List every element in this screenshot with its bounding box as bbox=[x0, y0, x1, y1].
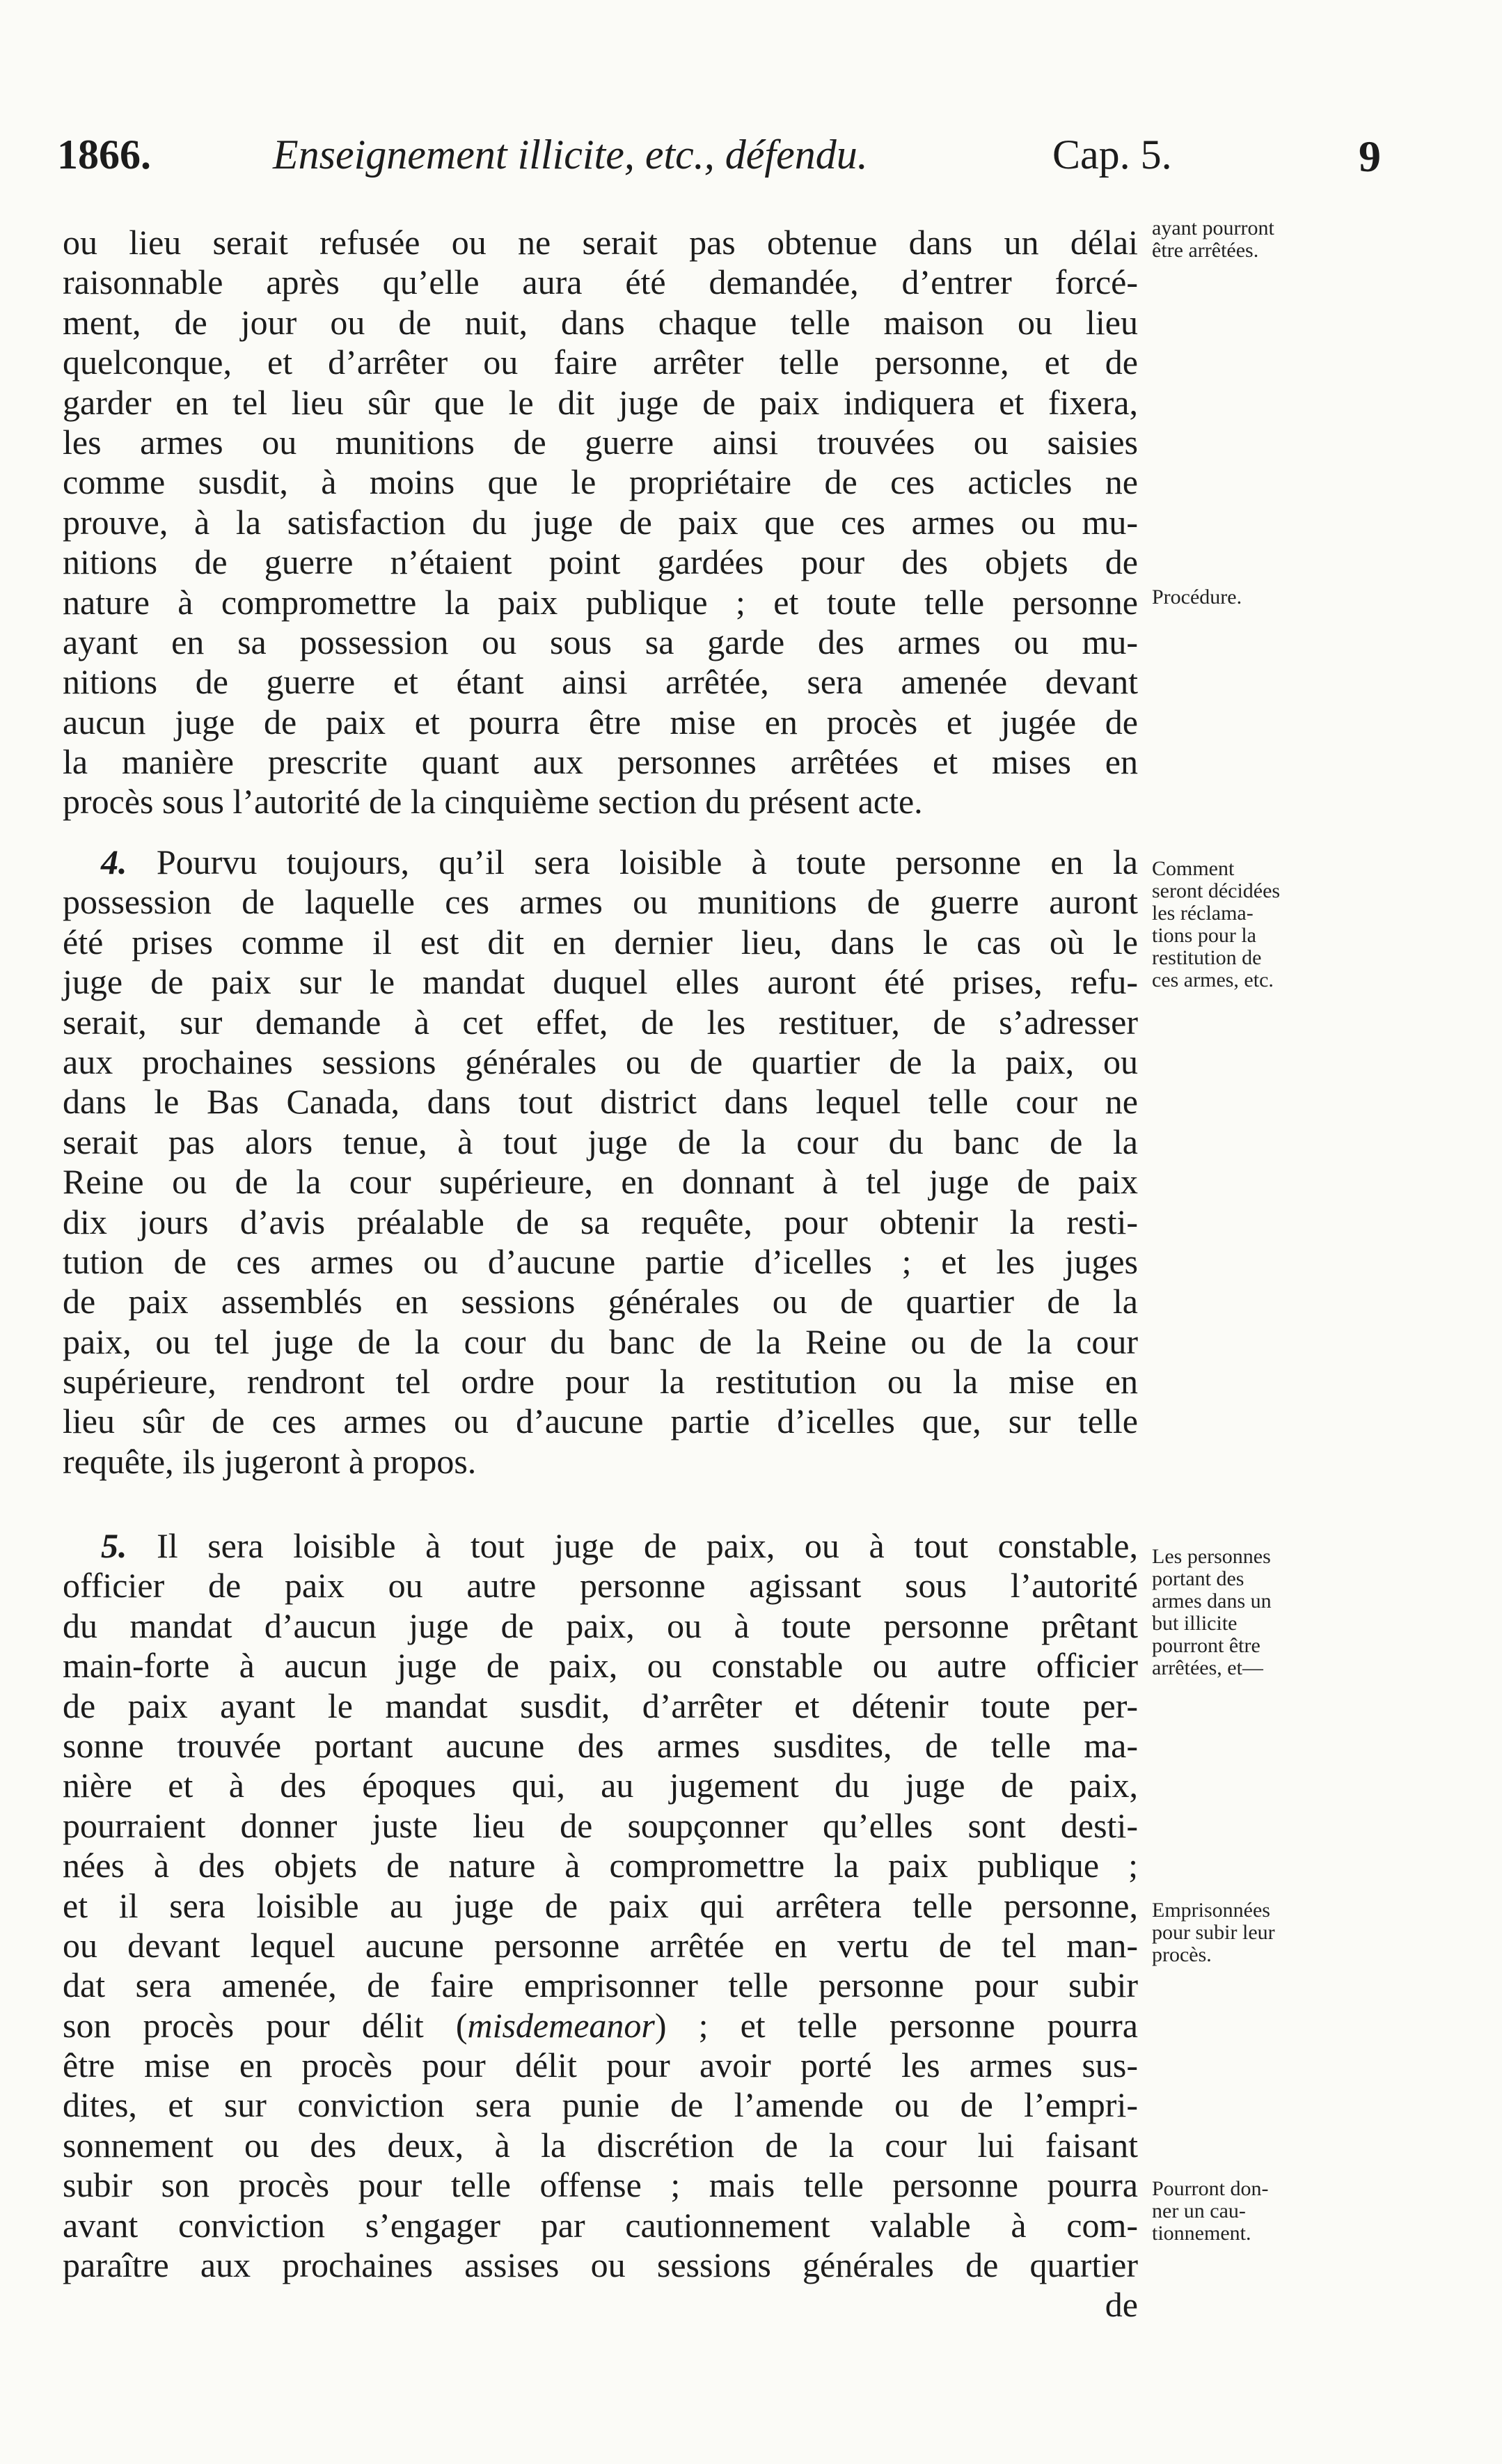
paragraph-continuation bbox=[63, 223, 1138, 822]
margin-note-line: ayant pourront bbox=[1152, 217, 1274, 240]
margin-note-line: ces armes, etc. bbox=[1152, 968, 1274, 991]
text-line: dix jours d’avis préalable de sa requête, pour obtenir la resti- bbox=[63, 1202, 1138, 1241]
text-line: comme susdit, à moins que le propriétaire de ces acticles ne bbox=[63, 462, 1138, 502]
text-line: paix, ou tel juge de la cour du banc de la Reine ou de la cour bbox=[63, 1321, 1138, 1361]
text-run: ) ; et telle personne pourra bbox=[654, 2005, 1138, 2045]
margin-note-line: ner un cau- bbox=[1152, 2199, 1246, 2222]
text-line bbox=[63, 842, 1138, 882]
text-line: raisonnable après qu’elle aura été demandée, d’entrer forcé- bbox=[63, 262, 1138, 302]
text-line: avant conviction s’engager par cautionnement valable à com- bbox=[63, 2205, 1138, 2245]
text-run: son procès pour délit ( bbox=[63, 2005, 468, 2045]
italic-term: misdemeanor bbox=[467, 2005, 655, 2045]
text-line: aucun juge de paix et pourra être mise en procès et jugée de bbox=[63, 702, 1138, 741]
text-line: été prises comme il est dit en dernier lieu, dans le cas où le bbox=[63, 922, 1138, 962]
text-line: garder en tel lieu sûr que le dit juge de paix indiquera et fixera, bbox=[63, 382, 1138, 422]
header-title: Enseignement illicite, etc., défendu. bbox=[273, 132, 868, 178]
text-line: dat sera amenée, de faire emprisonner telle personne pour subir bbox=[63, 1965, 1138, 2005]
section-5 bbox=[63, 1526, 1138, 2325]
text-line: sonnement ou des deux, à la discrétion de la cour lui faisant bbox=[63, 2125, 1138, 2165]
margin-note-line: seront décidées bbox=[1152, 879, 1281, 902]
margin-note-line: pour subir leur bbox=[1152, 1921, 1275, 1944]
text-line: prouve, à la satisfaction du juge de paix que ces armes ou mu- bbox=[63, 502, 1138, 542]
section-4 bbox=[63, 842, 1138, 1482]
header-year: 1866. bbox=[57, 132, 151, 178]
text-line: les armes ou munitions de guerre ainsi trouvées ou saisies bbox=[63, 422, 1138, 462]
text-line: procès sous l’autorité de la cinquième section du présent acte. bbox=[63, 782, 923, 822]
text-line: tution de ces armes ou d’aucune partie d’icelles ; et les juges bbox=[63, 1241, 1138, 1281]
text-run: Pourvu toujours, qu’il sera loisible à toute personne en la bbox=[127, 842, 1138, 881]
text-line: ayant en sa possession ou sous sa garde des armes ou mu- bbox=[63, 622, 1138, 661]
margin-note-line: but illicite bbox=[1152, 1612, 1238, 1635]
text-line: être mise en procès pour délit pour avoir porté les armes sus- bbox=[63, 2046, 1138, 2085]
text-line: de paix assemblés en sessions générales ou de quartier de la bbox=[63, 1282, 1138, 1321]
text-line: nitions de guerre n’étaient point gardées pour des objets de bbox=[63, 542, 1138, 582]
text-line: main-forte à aucun juge de paix, ou constable ou autre officier bbox=[63, 1646, 1138, 1686]
margin-note-line: procès. bbox=[1152, 1943, 1212, 1966]
catchword: de bbox=[1105, 2285, 1138, 2325]
text-line: aux prochaines sessions générales ou de quartier de la paix, ou bbox=[63, 1042, 1138, 1081]
text-line: supérieure, rendront tel ordre pour la restitution ou la mise en bbox=[63, 1362, 1138, 1402]
text-line: de paix ayant le mandat susdit, d’arrêter et détenir toute per- bbox=[63, 1686, 1138, 1725]
text-line bbox=[63, 2006, 1138, 2046]
text-line: nature à compromettre la paix publique ; et toute telle personne bbox=[63, 582, 1138, 622]
margin-note-line: Emprisonnées bbox=[1152, 1899, 1270, 1922]
text-line: la manière prescrite quant aux personnes arrêtées et mises en bbox=[63, 742, 1138, 782]
text-line: sonne trouvée portant aucune des armes susdites, de telle ma- bbox=[63, 1725, 1138, 1765]
text-line: ment, de jour ou de nuit, dans chaque telle maison ou lieu bbox=[63, 302, 1138, 342]
text-line: juge de paix sur le mandat duquel elles auront été prises, refu- bbox=[63, 962, 1138, 1002]
text-line: nées à des objets de nature à compromettre la paix publique ; bbox=[63, 1846, 1138, 1885]
text-line: nière et à des époques qui, au jugement du juge de paix, bbox=[63, 1766, 1138, 1805]
margin-note bbox=[1152, 858, 1361, 991]
running-header bbox=[57, 131, 1381, 187]
text-line bbox=[63, 1526, 1138, 1566]
section-number: 5. bbox=[101, 1526, 127, 1565]
text-line: requête, ils jugeront à propos. bbox=[63, 1441, 477, 1481]
margin-note-line: pourront être bbox=[1152, 1634, 1260, 1657]
text-line: possession de laquelle ces armes ou munitions de guerre auront bbox=[63, 882, 1138, 922]
text-run: Il sera loisible à tout juge de paix, ou à tout constable, bbox=[127, 1526, 1138, 1565]
margin-note bbox=[1152, 217, 1361, 262]
text-line: quelconque, et d’arrêter ou faire arrêter telle personne, et de bbox=[63, 343, 1138, 382]
text-line: lieu sûr de ces armes ou d’aucune partie d’icelles que, sur telle bbox=[63, 1402, 1138, 1441]
text-line: ou lieu serait refusée ou ne serait pas obtenue dans un délai bbox=[63, 223, 1138, 262]
margin-note bbox=[1152, 586, 1361, 609]
margin-note-line: Comment bbox=[1152, 857, 1235, 880]
page-number: 9 bbox=[1359, 132, 1381, 181]
margin-note-line: armes dans un bbox=[1152, 1590, 1272, 1612]
margin-note-line: tions pour la bbox=[1152, 924, 1256, 947]
text-line: nitions de guerre et étant ainsi arrêtée, sera amenée devant bbox=[63, 662, 1138, 702]
margin-note bbox=[1152, 1546, 1361, 1679]
margin-note-line: les réclama- bbox=[1152, 902, 1254, 925]
text-line: subir son procès pour telle offense ; mais telle personne pourra bbox=[63, 2165, 1138, 2205]
text-line: officier de paix ou autre personne agissant sous l’autorité bbox=[63, 1566, 1138, 1606]
margin-note bbox=[1152, 2178, 1361, 2245]
section-number: 4. bbox=[101, 842, 127, 881]
text-line: ou devant lequel aucune personne arrêtée en vertu de tel man- bbox=[63, 1925, 1138, 1965]
margin-note-line: tionnement. bbox=[1152, 2222, 1251, 2245]
text-line: dites, et sur conviction sera punie de l’amende ou de l’empri- bbox=[63, 2085, 1138, 2125]
margin-note bbox=[1152, 1899, 1361, 1966]
margin-note-line: portant des bbox=[1152, 1567, 1244, 1590]
margin-note-line: Les personnes bbox=[1152, 1545, 1271, 1568]
margin-note-line: arrêtées, et— bbox=[1152, 1656, 1263, 1679]
text-line: du mandat d’aucun juge de paix, ou à toute personne prêtant bbox=[63, 1606, 1138, 1645]
text-line: serait, sur demande à cet effet, de les restituer, de s’adresser bbox=[63, 1002, 1138, 1042]
text-line: dans le Bas Canada, dans tout district dans lequel telle cour ne bbox=[63, 1082, 1138, 1122]
text-line: pourraient donner juste lieu de soupçonner qu’elles sont desti- bbox=[63, 1805, 1138, 1845]
header-chapter: Cap. 5. bbox=[1052, 132, 1172, 178]
text-line: et il sera loisible au juge de paix qui arrêtera telle personne, bbox=[63, 1885, 1138, 1925]
text-line: serait pas alors tenue, à tout juge de la cour du banc de la bbox=[63, 1122, 1138, 1161]
margin-note-line: Pourront don- bbox=[1152, 2177, 1269, 2200]
text-line: Reine ou de la cour supérieure, en donnant à tel juge de paix bbox=[63, 1162, 1138, 1202]
margin-note-line: restitution de bbox=[1152, 946, 1262, 969]
margin-note-line: être arrêtées. bbox=[1152, 239, 1259, 262]
text-line: paraître aux prochaines assises ou sessions générales de quartier bbox=[63, 2245, 1138, 2285]
margin-note-line: Procédure. bbox=[1152, 586, 1242, 609]
